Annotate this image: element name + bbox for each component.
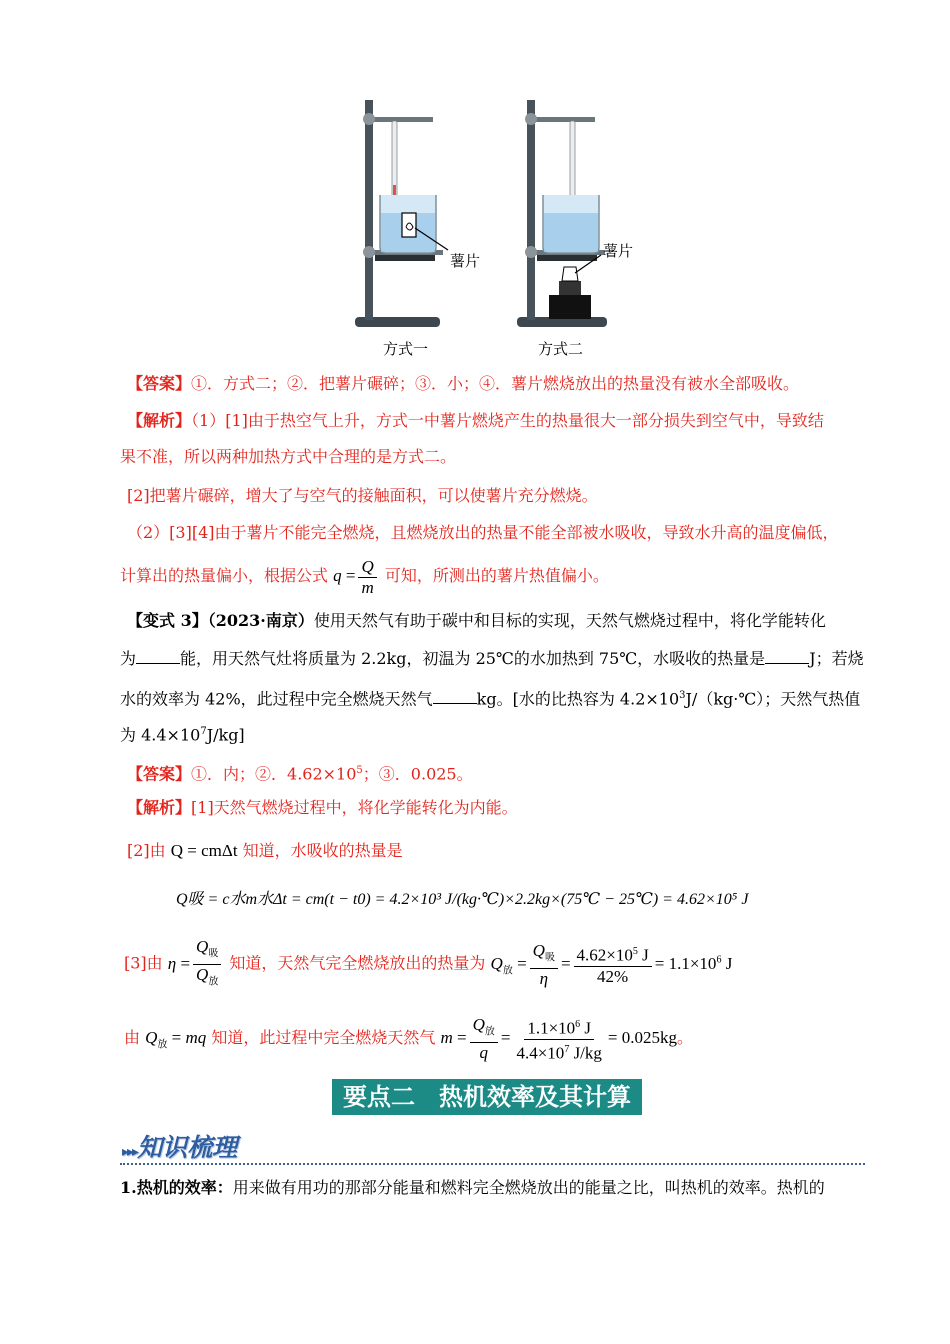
blank-3[interactable] — [433, 689, 477, 704]
variant-3-line-3 — [120, 685, 860, 710]
analysis-1-line-4: （2）[3][4]由于薯片不能完全燃烧，且燃烧放出的热量不能全部被水吸收，导致水升高的温度偏低， — [127, 523, 839, 542]
variant-source: （2023·南京） — [207, 611, 314, 630]
exponent: 3 — [679, 690, 686, 701]
analysis-text: [2]由 — [127, 841, 166, 860]
variant-text: J/（kg·℃）；天然气热值 — [685, 689, 861, 709]
analysis-2-line-3 — [124, 932, 732, 999]
variant-text: J/kg] — [206, 725, 245, 745]
answer-1 — [127, 373, 799, 395]
variant-text: 能，用天然气灶将质量为 2.2kg，初温为 25℃的水加热到 75℃，水吸收的热量是 — [180, 649, 766, 668]
answer-tag: 【答案】 — [127, 374, 192, 393]
analysis-text: 知道，水吸收的热量是 — [242, 841, 403, 860]
answer-text: ①．内；②．4.62×10 — [191, 764, 357, 784]
paragraph-heading: 1.热机的效率： — [120, 1178, 233, 1197]
analysis-text: [1]天然气燃烧过程中，将化学能转化为内能。 — [191, 798, 518, 817]
variant-text: J；若烧 — [809, 649, 864, 668]
answer-text: ①．方式二；②．把薯片碾碎；③．小；④．薯片燃烧放出的热量没有被水全部吸收。 — [191, 374, 800, 393]
analysis-text: [3]由 — [124, 953, 163, 973]
variant-text: kg。[水的比热容为 4.2×10 — [476, 689, 680, 709]
answer-tag: 【答案】 — [127, 764, 192, 784]
analysis-2-line-1 — [127, 797, 518, 819]
caption-method-1: 方式一 — [383, 340, 429, 358]
answer-2 — [127, 760, 473, 785]
formula-q-cm-dt: Q = cmΔt — [170, 841, 238, 860]
analysis-text: 知道，天然气完全燃烧放出的热量为 — [229, 953, 486, 973]
formula-mass: m = $\frac{Q_放}{q}$ = $\frac{1.1\times 10^6 J}{4.4\times 10^7 J/kg}$ = 0.025kg — [440, 1014, 677, 1063]
variant-3-line-2 — [120, 648, 864, 670]
variant-text: 水的效率为 42%，此过程中完全燃烧天然气 — [120, 689, 433, 709]
blank-1[interactable] — [136, 649, 180, 664]
chip-label-right: 薯片 — [603, 242, 634, 260]
analysis-2-line-4: 由 $Q_放$ = mq 知道，此过程中完全燃烧天然气 m = $\frac{Q_放}{q}$ = $\frac{1.1\times 10^6 J}{4.4\times 10^7 J/kg}$ = 0.025kg。 — [124, 1014, 694, 1063]
analysis-text: 计算出的热量偏小，根据公式 — [120, 566, 329, 585]
analysis-1-line-3: [2]把薯片碾碎，增大了与空气的接触面积，可以使薯片充分燃烧。 — [127, 486, 598, 505]
section-title: 要点二 热机效率及其计算 — [332, 1079, 642, 1115]
analysis-text: （1）[1]由于热空气上升，方式一中薯片燃烧产生的热量很大一部分损失到空气中，导致结 — [191, 411, 824, 430]
formula-efficiency: η = $\frac{Q_吸}{Q_放}$ — [168, 954, 225, 973]
analysis-1-line-5 — [120, 554, 609, 598]
knowledge-badge — [122, 1128, 237, 1164]
analysis-1-line-2: 果不准，所以两种加热方式中合理的是方式二。 — [120, 447, 457, 466]
variant-tag: 【变式 3】 — [127, 611, 208, 630]
chevrons-icon: ▸▸▸ — [122, 1144, 138, 1160]
formula-q-over-m: q = $\frac{Q}{m}$ — [333, 566, 380, 585]
blank-2[interactable] — [765, 649, 809, 664]
formula-q-released: $Q_放$ = $\frac{Q_吸}{\eta}$ = $\frac{4.62\times 10^5 J}{42\%}$ = $1.1\times 10^6$ J — [490, 940, 733, 988]
experiment-figure — [345, 95, 620, 335]
variant-3-line-4 — [120, 721, 245, 746]
exponent: 7 — [200, 726, 207, 737]
analysis-2-line-2 — [127, 840, 403, 862]
paragraph-efficiency — [120, 1177, 825, 1199]
equation-heat-absorbed: Q吸 = c水m水Δt = cm(t − t0) = 4.2×10³ J/(kg·℃)×2.2kg×(75℃ − 25℃) = 4.62×10⁵ J — [176, 891, 749, 908]
analysis-tag: 【解析】 — [127, 411, 192, 430]
variant-text: 使用天然气有助于碳中和目标的实现，天然气燃烧过程中，将化学能转化 — [313, 611, 826, 630]
variant-3-line-1 — [127, 610, 826, 632]
analysis-text: 由 — [124, 1028, 141, 1047]
answer-text: ；③．0.025。 — [362, 764, 473, 784]
formula-q-mq: $Q_放$ = mq — [145, 1028, 207, 1051]
badge-label: 知识梳理 — [137, 1133, 238, 1162]
analysis-text: 可知，所测出的薯片热值偏小。 — [384, 566, 609, 585]
exponent: 5 — [356, 765, 363, 776]
chip-label-left: 薯片 — [450, 252, 481, 270]
analysis-1-line-1 — [127, 410, 824, 432]
variant-text: 为 — [120, 649, 137, 668]
variant-text: 为 4.4×10 — [120, 725, 201, 745]
dotted-divider — [120, 1163, 865, 1165]
paragraph-text: 用来做有用功的那部分能量和燃料完全燃烧放出的能量之比，叫热机的效率。热机的 — [232, 1178, 825, 1197]
analysis-tag: 【解析】 — [127, 798, 192, 817]
analysis-text: 知道，此过程中完全燃烧天然气 — [211, 1028, 436, 1047]
caption-method-2: 方式二 — [538, 340, 584, 358]
